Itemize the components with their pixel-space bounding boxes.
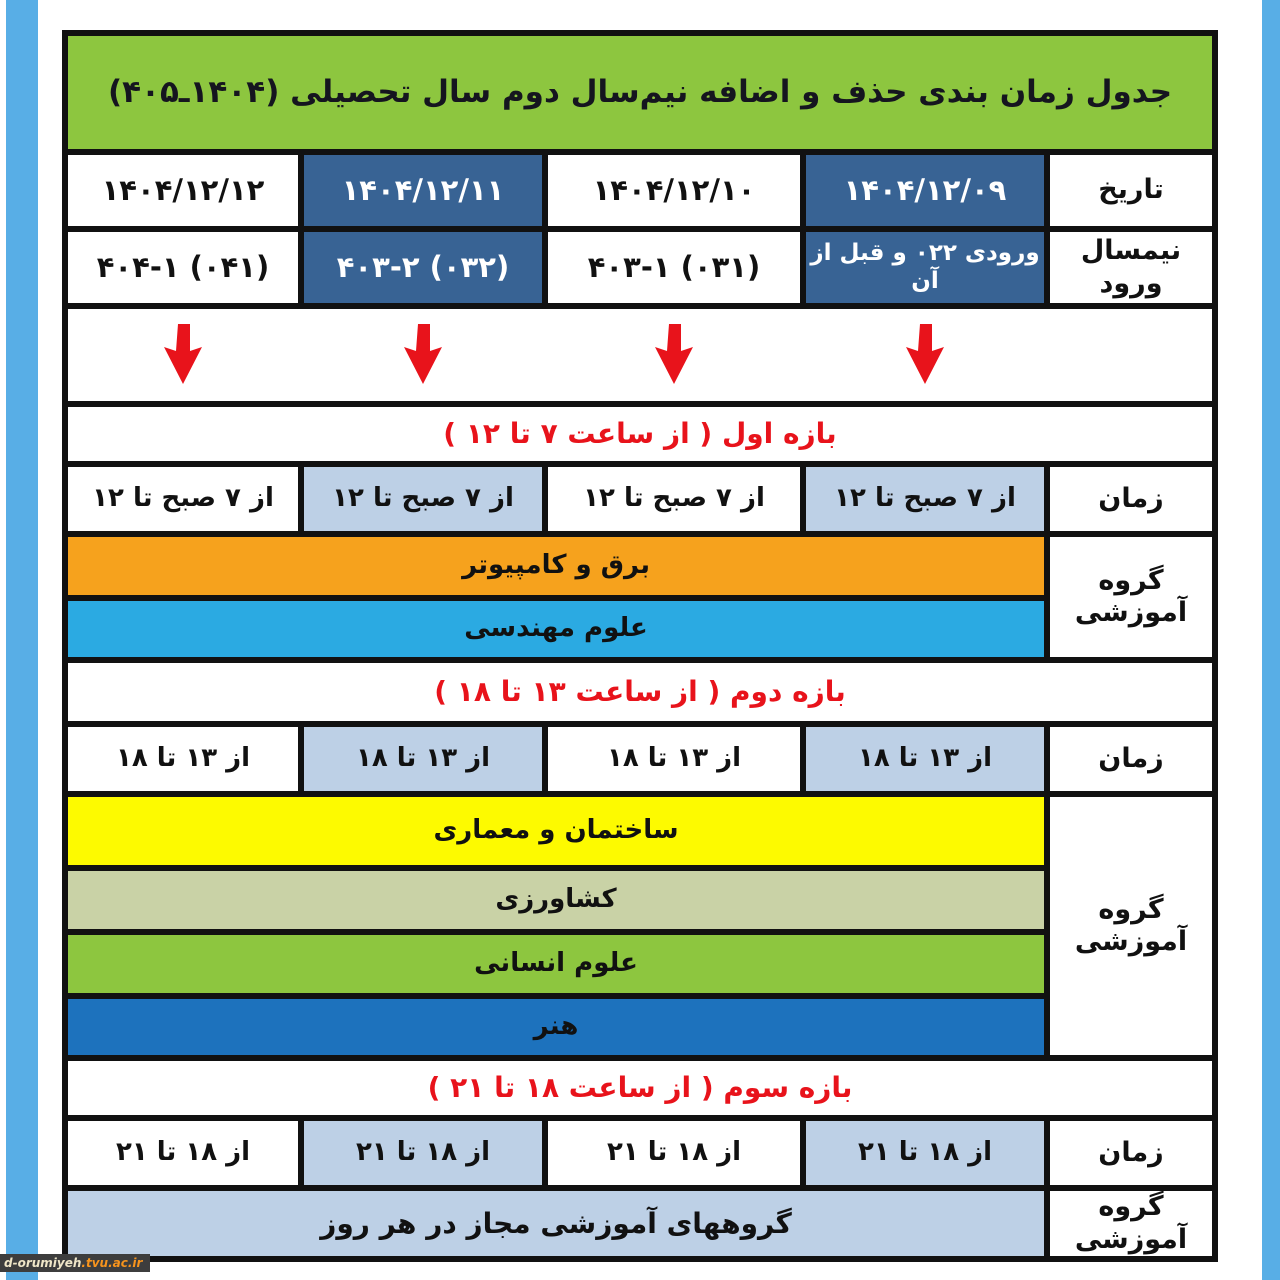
group-band-allowed-groups: گروههای آموزشی مجاز در هر روز xyxy=(68,1191,1044,1256)
group-row-header: گروه آموزشی xyxy=(1050,797,1212,1055)
group-row-header: گروه آموزشی xyxy=(1050,1191,1212,1256)
time-cell: از ۷ صبح تا ۱۲ xyxy=(806,467,1044,531)
period3-label: بازه سوم ( از ساعت ۱۸ تا ۲۱ ) xyxy=(68,1061,1212,1115)
date-cell: ۱۴۰۴/۱۲/۰۹ xyxy=(806,155,1044,226)
group-band-construction-architecture: ساختمان و معماری xyxy=(68,797,1044,865)
group-band-electrical-computer: برق و کامپیوتر xyxy=(68,537,1044,595)
down-arrow-icon xyxy=(548,309,800,401)
down-arrow-icon xyxy=(304,309,542,401)
time-cell: از ۱۳ تا ۱۸ xyxy=(304,727,542,791)
time-cell: از ۱۸ تا ۲۱ xyxy=(806,1121,1044,1185)
time-cell: از ۱۸ تا ۲۱ xyxy=(304,1121,542,1185)
table-title: جدول زمان بندی حذف و اضافه نیم‌سال دوم سال تحصیلی (۱۴۰۴ـ۴۰۵) xyxy=(68,36,1212,149)
group-row-header: گروه آموزشی xyxy=(1050,537,1212,657)
time-cell: از ۷ صبح تا ۱۲ xyxy=(304,467,542,531)
date-cell: ۱۴۰۴/۱۲/۱۰ xyxy=(548,155,800,226)
period1-label: بازه اول ( از ساعت ۷ تا ۱۲ ) xyxy=(68,407,1212,461)
time-cell: از ۷ صبح تا ۱۲ xyxy=(548,467,800,531)
date-cell: ۱۴۰۴/۱۲/۱۱ xyxy=(304,155,542,226)
arrow-spacer xyxy=(1050,309,1212,401)
watermark-domain-text: .tvu.ac.ir xyxy=(81,1256,143,1270)
date-cell: ۱۴۰۴/۱۲/۱۲ xyxy=(68,155,298,226)
time-cell: از ۱۸ تا ۲۱ xyxy=(68,1121,298,1185)
time-cell: از ۱۳ تا ۱۸ xyxy=(548,727,800,791)
down-arrow-icon xyxy=(68,309,298,401)
time-row-header: زمان xyxy=(1050,467,1212,531)
time-cell: از ۱۳ تا ۱۸ xyxy=(68,727,298,791)
period2-label: بازه دوم ( از ساعت ۱۳ تا ۱۸ ) xyxy=(68,663,1212,721)
time-cell: از ۱۳ تا ۱۸ xyxy=(806,727,1044,791)
group-band-agriculture: کشاورزی xyxy=(68,871,1044,929)
group-band-engineering-sciences: علوم مهندسی xyxy=(68,601,1044,657)
time-row-header: زمان xyxy=(1050,1121,1212,1185)
watermark-site-text: d-orumiyeh xyxy=(4,1256,82,1270)
date-row-header: تاریخ xyxy=(1050,155,1212,226)
semester-cell: ۴۰۳-۱ (۰۳۱) xyxy=(548,232,800,303)
left-blue-strip xyxy=(6,0,38,1280)
time-row-header: زمان xyxy=(1050,727,1212,791)
schedule-table xyxy=(62,30,1218,1262)
site-watermark xyxy=(0,1254,150,1272)
group-band-art: هنر xyxy=(68,999,1044,1055)
down-arrow-icon xyxy=(806,309,1044,401)
semester-cell: ورودی ۰۲۲ و قبل از آن xyxy=(806,232,1044,303)
right-blue-strip xyxy=(1262,0,1280,1280)
arrow-row xyxy=(68,309,1212,401)
semester-cell: ۴۰۴-۱ (۰۴۱) xyxy=(68,232,298,303)
time-cell: از ۱۸ تا ۲۱ xyxy=(548,1121,800,1185)
group-band-humanities: علوم انسانی xyxy=(68,935,1044,993)
time-cell: از ۷ صبح تا ۱۲ xyxy=(68,467,298,531)
semester-row-header: نیمسال ورود xyxy=(1050,232,1212,303)
semester-cell: ۴۰۳-۲ (۰۳۲) xyxy=(304,232,542,303)
